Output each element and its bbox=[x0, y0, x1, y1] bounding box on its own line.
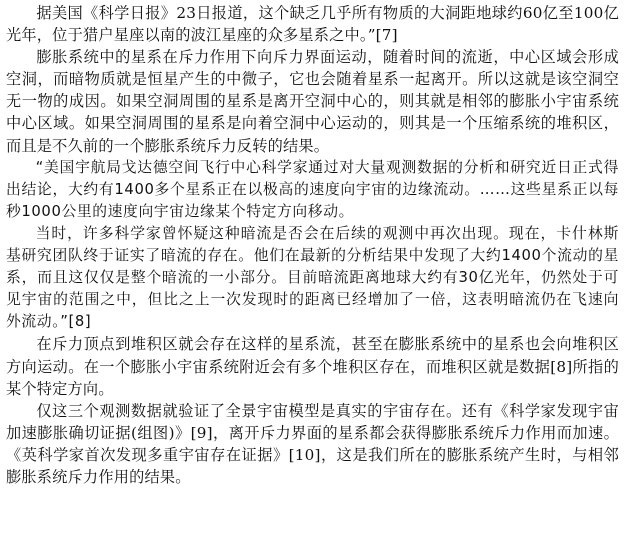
paragraph-3: 在斥力顶点到堆积区就会存在这样的星系流，甚至在膨胀系统中的星系也会向堆积区方向运动。在一个膨胀小宇宙系统附近会有多个堆积区存在，而堆积区就是数据[8]所指的某个特定方向。 bbox=[6, 335, 619, 398]
quote-paragraph-1: “美国宇航局戈达德空间飞行中心科学家通过对大量观测数据的分析和研究近日正式得出结论，大约有1400多个星系正在以极高的速度向宇宙的边缘流动。……这些星系正以每秒1000公里的速度向宇宙边缘某个特定方向移动。 bbox=[6, 158, 619, 220]
quote-paragraph-2: 当时，许多科学家曾怀疑这种暗流是否会在后续的观测中再次出现。现在，卡什林斯基研究团队终于证实了暗流的存在。他们在最新的分析结果中发现了大约1400个流动的星系，而且这仅仅是整个暗流的一小部分。目前暗流距离地球大约有30亿光年，仍然处于可见宇宙的范围之中，但比之上一次发现时的距离已经增加了一倍，这表明暗流仍在飞速向外流动。”[8] bbox=[6, 224, 619, 331]
paragraph-2: 膨胀系统中的星系在斥力作用下向斥力界面运动，随着时间的流逝，中心区域会形成空洞，而暗物质就是恒星产生的中微子，它也会随着星系一起离开。所以这就是该空洞空无一物的成因。如果空洞周围的星系是离开空洞中心的，则其就是相邻的膨胀小宇宙系统中心区域。如果空洞周围的星系是向着空洞中心运动的，则其是一个压缩系统的堆积区，而且是不久前的一个膨胀系统斥力反转的结果。 bbox=[6, 48, 619, 155]
paragraph-1: 据美国《科学日报》23日报道，这个缺乏几乎所有物质的大洞距地球约60亿至100亿光年，位于猎户星座以南的波江星座的众多星系之中。”[7] bbox=[6, 4, 619, 45]
paragraph-4: 仅这三个观测数据就验证了全景宇宙模型是真实的宇宙存在。还有《科学家发现宇宙加速膨胀确切证据(组图)》[9]，离开斥力界面的星系都会获得膨胀系统斥力作用而加速。《英科学家首次发现多重宇宙存在证据》[10]，这是我们所在的膨胀系统产生时，与相邻膨胀系统斥力作用的结果。 bbox=[6, 401, 619, 486]
